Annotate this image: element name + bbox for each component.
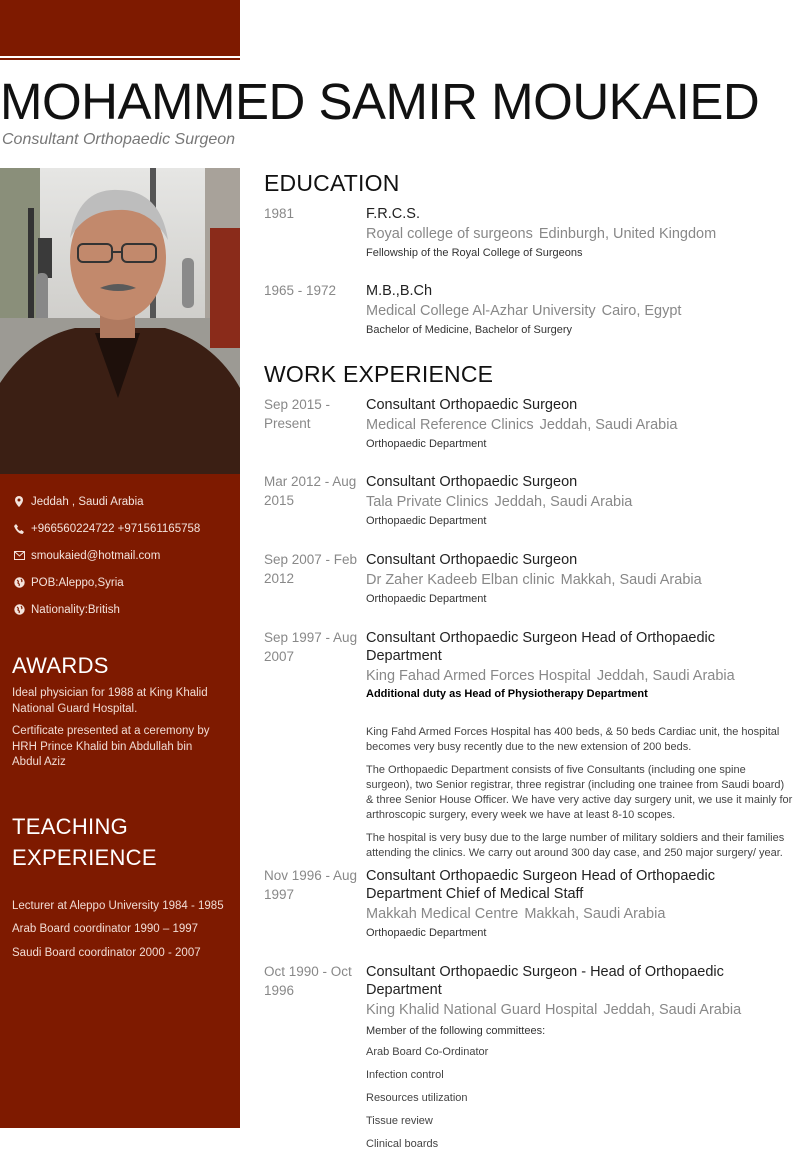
header-accent-band [0, 0, 240, 56]
education-school: Medical College Al-Azhar University [366, 303, 596, 319]
work-date: Sep 1997 - Aug 2007 [264, 630, 358, 664]
education-detail: Bachelor of Medicine, Bachelor of Surgery [366, 324, 573, 336]
work-org: Makkah Medical Centre [366, 906, 519, 922]
envelope-icon [11, 549, 27, 563]
education-date: 1965 - 1972 [264, 283, 337, 298]
work-org: King Fahad Armed Forces Hospital [366, 668, 591, 684]
education-date: 1981 [264, 206, 295, 221]
contact-location-text: Jeddah , Saudi Arabia [31, 495, 144, 508]
committee-item: Arab Board Co-Ordinator [366, 1046, 489, 1058]
work-paragraph: King Fahd Armed Forces Hospital has 400 beds, & 50 beds Cardiac unit, the hospital becomes very busy recently due to the new extension of 200 beds. [366, 726, 780, 753]
contact-pob-text: POB:Aleppo,Syria [31, 576, 124, 589]
education-school: Royal college of surgeons [366, 226, 533, 242]
teaching-heading-line2: EXPERIENCE [12, 844, 157, 870]
education-heading: EDUCATION [264, 170, 400, 196]
work-location: Makkah, Saudi Arabia [524, 906, 666, 922]
work-detail: Orthopaedic Department [366, 438, 487, 450]
candidate-name: MOHAMMED SAMIR MOUKAIED [0, 73, 760, 130]
committee-item: Resources utilization [366, 1092, 468, 1104]
awards-heading: AWARDS [12, 653, 109, 678]
globe-icon [11, 603, 27, 617]
contact-location [0, 488, 240, 515]
education-location: Edinburgh, United Kingdom [538, 226, 717, 242]
work-detail: Member of the following committees: [366, 1025, 546, 1037]
work-date: Mar 2012 - Aug 2015 [264, 474, 357, 508]
contact-phone [0, 515, 240, 542]
work-title: Consultant Orthopaedic Surgeon [366, 397, 578, 413]
profile-photo-illustration [0, 168, 240, 474]
work-date: Sep 2007 - Feb 2012 [264, 552, 358, 586]
work-org: Medical Reference Clinics [366, 417, 534, 433]
work-location: Jeddah, Saudi Arabia [596, 668, 735, 684]
work-date: Nov 1996 - Aug 1997 [264, 868, 358, 902]
teaching-item: Arab Board coordinator 1990 – 1997 [12, 923, 199, 935]
contact-phone-text: +966560224722 +971561165758 [31, 522, 201, 535]
map-marker-icon [11, 495, 27, 509]
teaching-heading-line1: TEACHING [12, 813, 129, 839]
contact-nationality-text: Nationality:British [31, 603, 120, 616]
work-location: Jeddah, Saudi Arabia [603, 1002, 742, 1018]
work-additional-duty: Additional duty as Head of Physiotherapy Department [366, 688, 648, 700]
work-location: Jeddah, Saudi Arabia [539, 417, 678, 433]
education-degree: F.R.C.S. [366, 206, 420, 222]
education-location: Cairo, Egypt [601, 303, 682, 319]
award-item: Ideal physician for 1988 at King Khalid National Guard Hospital. [12, 687, 208, 715]
work-title: Consultant Orthopaedic Surgeon [366, 474, 578, 490]
work-title: Consultant Orthopaedic Surgeon - Head of Orthopaedic Department [366, 964, 724, 998]
phone-icon [11, 522, 27, 536]
contact-list [0, 474, 240, 623]
contact-email[interactable] [0, 542, 240, 569]
teaching-item: Lecturer at Aleppo University 1984 - 1985 [12, 899, 224, 912]
sidebar [0, 168, 240, 1128]
work-location: Jeddah, Saudi Arabia [494, 494, 633, 510]
contact-email-text[interactable]: smoukaied@hotmail.com [31, 549, 161, 562]
candidate-subtitle: Consultant Orthopaedic Surgeon [2, 131, 236, 148]
work-org: King Khalid National Guard Hospital [366, 1002, 598, 1018]
work-org: Tala Private Clinics [366, 494, 489, 510]
work-title: Consultant Orthopaedic Surgeon [366, 552, 578, 568]
teaching-item: Saudi Board coordinator 2000 - 2007 [12, 946, 201, 959]
work-org: Dr Zaher Kadeeb Elban clinic [366, 572, 555, 588]
education-detail: Fellowship of the Royal College of Surgeons [366, 247, 583, 259]
work-location: Makkah, Saudi Arabia [560, 572, 702, 588]
work-paragraph: The Orthopaedic Department consists of five Consultants (including one spine surgeon), two Senior registrar, three registrar (including one trainee from Saudi board) & three Senior House Officer. We have very active day surgery unit, we use it mainly for arthroscopic surgery, every week we have at least 8-10 scopes. [366, 764, 793, 821]
committee-item: Clinical boards [366, 1138, 439, 1150]
work-heading: WORK EXPERIENCE [264, 361, 494, 387]
committee-item: Tissue review [366, 1115, 433, 1127]
education-degree: M.B.,B.Ch [366, 283, 433, 299]
globe-icon [11, 576, 27, 590]
work-detail: Orthopaedic Department [366, 927, 487, 939]
award-item: Certificate presented at a ceremony by HRH Prince Khalid bin Abdullah bin Abdul Aziz [12, 725, 210, 768]
header-accent-rule [0, 58, 240, 60]
work-detail: Orthopaedic Department [366, 593, 487, 605]
work-date: Sep 2015 - Present [264, 397, 331, 431]
work-detail: Orthopaedic Department [366, 515, 487, 527]
work-paragraph: The hospital is very busy due to the large number of military soldiers and their families attending the clinics. We carry out around 300 day case, and 250 major surgery/ year. [366, 832, 785, 859]
work-title: Consultant Orthopaedic Surgeon Head of Orthopaedic Department [366, 630, 716, 664]
contact-nationality [0, 596, 240, 623]
work-date: Oct 1990 - Oct 1996 [264, 964, 352, 998]
work-title: Consultant Orthopaedic Surgeon Head of Orthopaedic Department Chief of Medical Staff [366, 868, 716, 902]
profile-photo [0, 168, 240, 474]
committee-item: Infection control [366, 1069, 444, 1081]
contact-pob [0, 569, 240, 596]
